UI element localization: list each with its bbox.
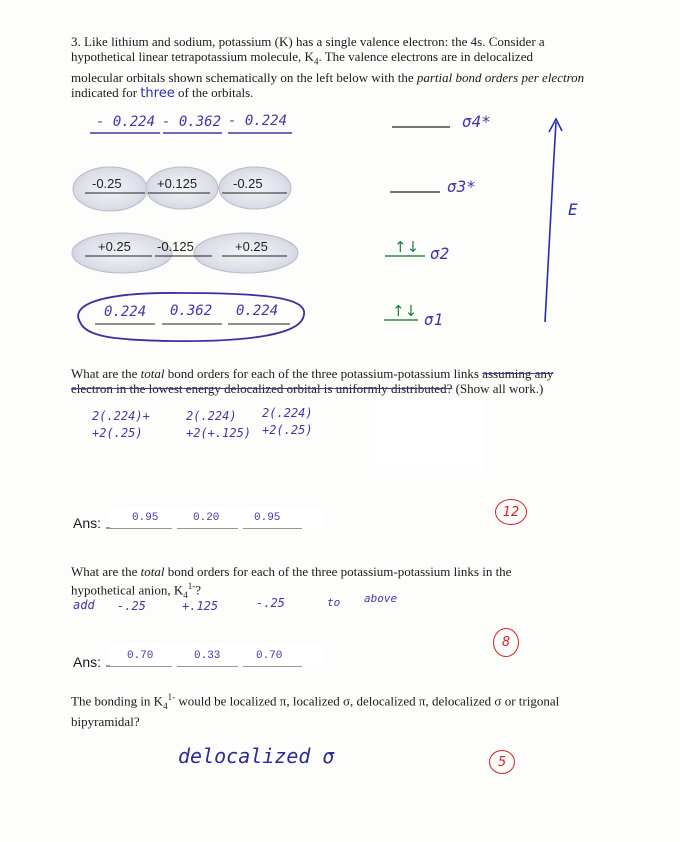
part-b-prompt-italic: total [140, 564, 165, 579]
part-b-answer-1: 0.70 [127, 650, 154, 662]
energy-levels [384, 127, 450, 320]
row3-label-2: -0.125 [157, 239, 194, 254]
part-a-score: 12 [495, 499, 527, 525]
part-c-line-1-post: would be localized π, localized σ, delocalized π, delocalized σ or trigonal [175, 693, 560, 709]
part-b-prompt-sub: 4 [183, 589, 188, 600]
part-b-work-add: add [73, 598, 95, 612]
part-a-answer-2: 0.20 [193, 512, 220, 524]
part-b-prompt-line-2-pre: hypothetical anion, K [71, 582, 184, 598]
part-b-work-3: -.25 [256, 596, 285, 610]
electrons-sigma1: ↑↓ [392, 302, 418, 320]
part-b-prompt-mid: bond orders for each of the three potassium-potassium links in the [164, 564, 512, 579]
part-b-prompt-line-1 [71, 564, 641, 579]
part-b-score: 8 [493, 628, 519, 657]
part-c-prompt [71, 690, 651, 729]
part-b-answer-3: 0.70 [256, 650, 283, 662]
row1-value-3: - 0.224 [228, 113, 288, 129]
row3-label-3: +0.25 [235, 239, 268, 254]
part-b-prompt-line-2 [71, 579, 641, 603]
part-a-work-1-line-2: +2(.25) [92, 426, 143, 440]
row1-value-1: - 0.224 [96, 114, 156, 130]
row2-label-2: +0.125 [157, 176, 198, 191]
row1-value-2: - 0.362 [162, 114, 222, 130]
energy-axis-arrow [545, 119, 562, 322]
question-line-4-post: of the orbitals. [174, 84, 254, 100]
row3-label-1: +0.25 [98, 239, 131, 254]
handwritten-three: three [140, 85, 175, 101]
part-a-prompt [71, 366, 641, 396]
part-c-prompt-line-1 [71, 690, 651, 714]
question-line-3-pre: molecular orbitals shown schematically on the left below with the [71, 69, 417, 85]
part-a-prompt-strike-1: assuming any [482, 366, 554, 381]
sigma1-label: σ1 [424, 310, 444, 329]
part-a-answer-3: 0.95 [254, 512, 281, 524]
row2-label-1: -0.25 [92, 176, 122, 191]
part-c-prompt-line-2: bipyramidal? [71, 713, 140, 729]
part-a-prompt-line-2 [71, 381, 641, 396]
part-a-answer-1: 0.95 [132, 512, 159, 524]
part-a-prompt-post: (Show all work.) [452, 381, 544, 396]
row4-value-3: 0.224 [236, 303, 279, 319]
part-b-answer-2: 0.33 [194, 650, 221, 662]
part-a-prompt-strike-2: electron in the lowest energy delocalized orbital is uniformly distributed? [71, 381, 453, 396]
part-c-line-1-pre: The bonding in K [71, 693, 164, 709]
question-line-4-pre: indicated for [71, 84, 141, 100]
part-a-work-1-line-1: 2(.224)+ [92, 409, 150, 423]
row2-label-3: -0.25 [233, 176, 263, 191]
question-line-2-post: . The valence electrons are in delocalized [318, 49, 533, 64]
electrons-sigma2: ↑↓ [394, 238, 420, 256]
part-c-answer: delocalized σ [178, 744, 335, 768]
whiteout-a [375, 400, 485, 470]
part-a-prompt-mid: bond orders for each of the three potassium-potassium links [164, 366, 483, 381]
part-a-work-2-line-2: +2(+.125) [186, 426, 252, 440]
part-c-sup: 1- [167, 692, 176, 702]
part-c-sub: 4 [163, 700, 168, 711]
question-line-1-text: Like lithium and sodium, potassium (K) has a single valence electron: the 4s. Consider a [84, 34, 545, 49]
part-a-work-3-line-2: +2(.25) [262, 423, 313, 437]
part-a-work-1 [92, 408, 150, 442]
part-a-work-3-line-1: 2(.224) [262, 406, 313, 420]
question-number: 3. [71, 34, 81, 49]
part-a-work-2-line-1: 2(.224) [186, 409, 237, 423]
part-b-work-2: +.125 [182, 599, 219, 613]
part-a-work-3 [262, 405, 313, 439]
energy-axis-label: E [568, 200, 578, 219]
part-b-prompt-pre: What are the [71, 564, 141, 579]
row4-value-1: 0.224 [104, 304, 147, 320]
part-b-prompt-line-2-post: ? [195, 582, 202, 598]
sigma4-star-label: σ4* [462, 112, 491, 131]
question-line-2-pre: hypothetical linear tetrapotassium molecule, K [71, 49, 314, 64]
part-a-ans-label: Ans: [73, 515, 102, 531]
sigma3-star-label: σ3* [447, 177, 476, 196]
part-a-work-2 [186, 408, 251, 442]
part-c-score: 5 [489, 750, 515, 774]
row4-value-2: 0.362 [170, 303, 213, 319]
sigma2-label: σ2 [430, 244, 450, 263]
part-a-prompt-pre: What are the [71, 366, 141, 381]
part-b-ans-label: Ans: [73, 654, 102, 670]
part-b-work-1: -.25 [117, 599, 146, 613]
part-b-work-above: above [364, 592, 398, 605]
part-b-prompt [71, 564, 641, 603]
part-a-prompt-line-1 [71, 366, 641, 381]
part-a-prompt-italic: total [140, 366, 165, 381]
question-line-3-italic: partial bond orders per electron [416, 69, 585, 85]
question-line-2-sub: 4 [313, 56, 319, 67]
part-b-prompt-sup: 1- [187, 581, 196, 591]
part-b-work-to: to [327, 596, 341, 609]
